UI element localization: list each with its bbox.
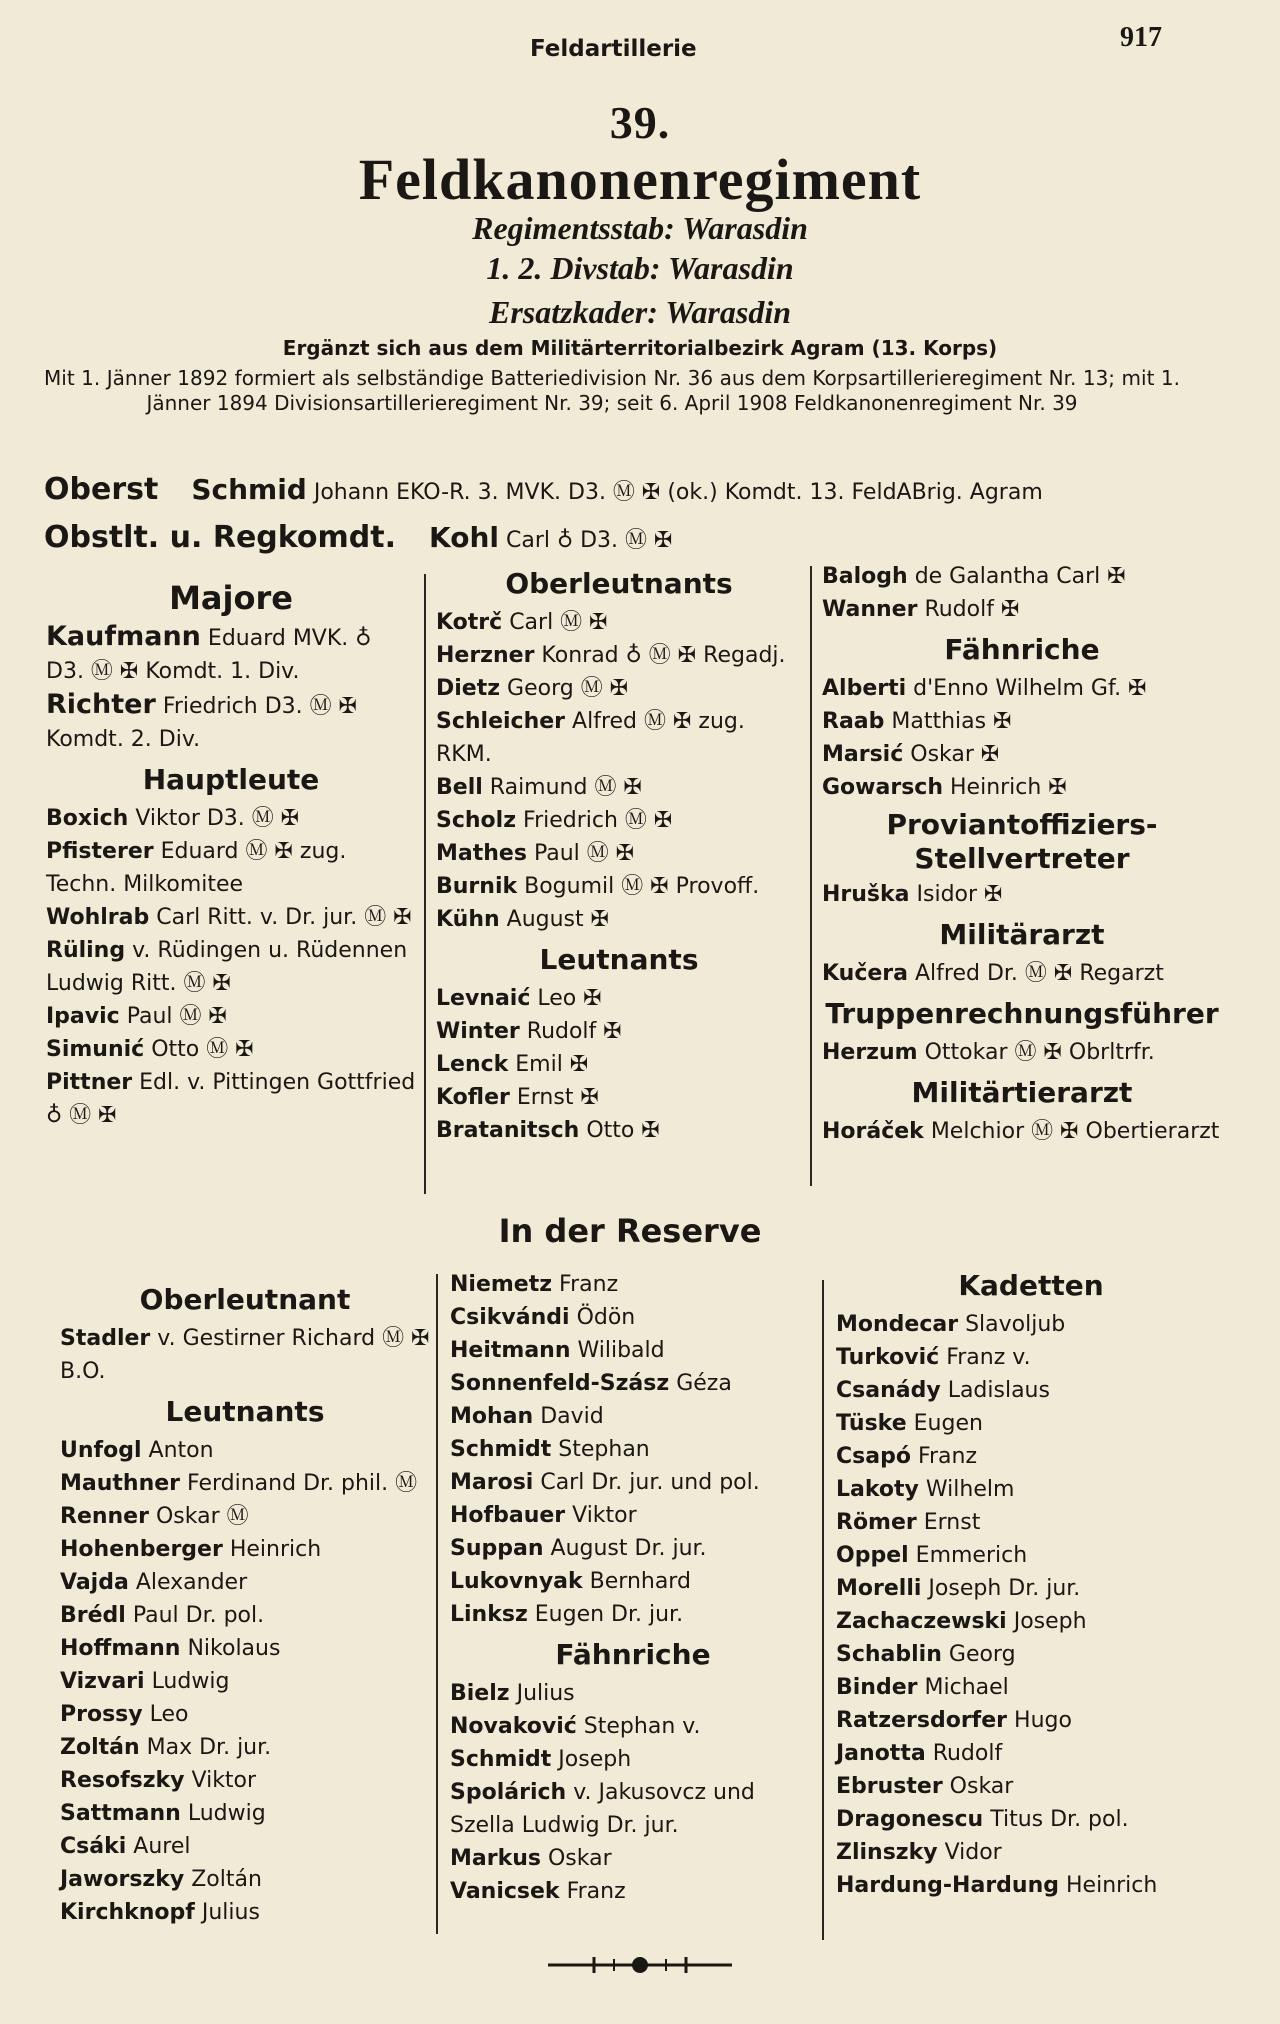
staff-line-2: 1. 2. Divstab: Warasdin	[486, 250, 794, 286]
list-item: Bell Raimund Ⓜ ✠	[436, 775, 642, 800]
faehnriche-heading: Fähnriche	[555, 1638, 711, 1671]
oberst-rank: Oberst	[44, 472, 159, 507]
list-item: Gowarsch Heinrich ✠	[822, 775, 1067, 800]
list-item: Spolárich v. Jakusovcz und Szella Ludwig Dr. jur.	[450, 1780, 755, 1838]
list-item: Marsić Oskar ✠	[822, 742, 1000, 767]
list-item: Schleicher Alfred Ⓜ ✠ zug. RKM.	[436, 709, 745, 767]
militaerarzt-heading: Militärarzt	[939, 918, 1105, 951]
list-item: Kofler Ernst ✠	[436, 1085, 599, 1110]
list-item: Ebruster Oskar	[836, 1774, 1014, 1799]
list-item: Heitmann Wilibald	[450, 1338, 665, 1363]
list-item: Vanicsek Franz	[450, 1879, 626, 1904]
running-title: Feldartillerie	[530, 36, 697, 62]
kadetten-heading: Kadetten	[958, 1269, 1104, 1302]
list-item: Csáki Aurel	[60, 1834, 191, 1859]
list-item: Vajda Alexander	[60, 1570, 248, 1595]
obstlt-line	[44, 520, 672, 555]
history-note: Mit 1. Jänner 1892 formiert als selbständige Batteriedivision Nr. 36 aus dem Korpsartillerieregiment Nr. 13; mit 1. Jänner 1894 Divisionsartillerieregiment Nr. 39; seit 6. April 1908 Feldkanonenregiment Nr. 39	[44, 366, 1180, 415]
list-item: Linksz Eugen Dr. jur.	[450, 1602, 684, 1627]
oberst-line	[44, 472, 1043, 507]
tierarzt-heading: Militärtierarzt	[911, 1076, 1133, 1109]
list-item: Balogh de Galantha Carl ✠	[822, 564, 1126, 589]
list-item: Mauthner Ferdinand Dr. phil. Ⓜ	[60, 1471, 418, 1496]
list-item: Kaufmann Eduard MVK. ♁ D3. Ⓜ ✠ Komdt. 1. Div.	[46, 621, 372, 684]
obstlt-name: Kohl	[429, 521, 499, 554]
list-item: Horáček Melchior Ⓜ ✠ Obertierarzt	[822, 1119, 1220, 1144]
list-item: Mondecar Slavoljub	[836, 1312, 1066, 1337]
list-item: Richter Friedrich D3. Ⓜ ✠ Komdt. 2. Div.	[46, 689, 358, 752]
list-item: Raab Matthias ✠	[822, 709, 1012, 734]
list-item: Sattmann Ludwig	[60, 1801, 266, 1826]
list-item: Winter Rudolf ✠	[436, 1019, 622, 1044]
obstlt-rank: Obstlt. u. Regkomdt.	[44, 520, 396, 555]
leutnants-heading: Leutnants	[165, 1395, 325, 1428]
list-item: Niemetz Franz	[450, 1272, 619, 1297]
column-divider	[436, 1274, 438, 1934]
list-item: Csapó Franz	[836, 1444, 978, 1469]
reserve-column-1	[60, 1276, 430, 1929]
list-item: Zoltán Max Dr. jur.	[60, 1735, 272, 1760]
reserve-column-2	[450, 1268, 816, 1908]
list-item: Novaković Stephan v.	[450, 1714, 701, 1739]
list-item: Pittner Edl. v. Pittingen Gottfried ♁ Ⓜ ✠	[46, 1070, 416, 1128]
reserve-heading: In der Reserve	[498, 1212, 762, 1250]
list-item: Boxich Viktor D3. Ⓜ ✠	[46, 806, 300, 831]
regiment-title: Feldkanonenregiment	[358, 147, 922, 212]
rechnungsfuehrer-heading: Truppenrechnungsführer	[825, 997, 1219, 1030]
list-item: Lukovnyak Bernhard	[450, 1569, 691, 1594]
oberst-name: Schmid	[191, 473, 307, 506]
majore-heading: Majore	[169, 579, 293, 617]
list-item: Alberti d'Enno Wilhelm Gf. ✠	[822, 676, 1147, 701]
page-number: 917	[1120, 22, 1162, 53]
list-item: Schmidt Stephan	[450, 1437, 650, 1462]
list-item: Kučera Alfred Dr. Ⓜ ✠ Regarzt	[822, 961, 1164, 986]
list-item: Resofszky Viktor	[60, 1768, 257, 1793]
staff-line-3: Ersatzkader: Warasdin	[489, 294, 791, 330]
column-divider	[424, 574, 426, 1194]
list-item: Hohenberger Heinrich	[60, 1537, 322, 1562]
recruitment-note: Ergänzt sich aus dem Militärterritorialbezirk Agram (13. Korps)	[282, 336, 998, 360]
list-item: Lenck Emil ✠	[436, 1052, 589, 1077]
list-item: Hofbauer Viktor	[450, 1503, 637, 1528]
list-item: Rüling v. Rüdingen u. Rüdennen Ludwig Ritt. Ⓜ ✠	[46, 938, 408, 996]
list-item: Mathes Paul Ⓜ ✠	[436, 841, 635, 866]
oberleutnants-heading: Oberleutnants	[505, 567, 733, 600]
list-item: Stadler v. Gestirner Richard Ⓜ ✠ B.O.	[60, 1326, 430, 1384]
active-column-1	[46, 574, 416, 1132]
hauptleute-heading: Hauptleute	[142, 763, 320, 796]
list-item: Levnaić Leo ✠	[436, 986, 602, 1011]
list-item: Römer Ernst	[836, 1510, 981, 1535]
list-item: Zachaczewski Joseph	[836, 1609, 1087, 1634]
faehnriche-heading: Fähnriche	[944, 633, 1100, 666]
list-item: Simunić Otto Ⓜ ✠	[46, 1037, 254, 1062]
list-item: Herzum Ottokar Ⓜ ✠ Obrltrfr.	[822, 1040, 1155, 1065]
list-item: Scholz Friedrich Ⓜ ✠	[436, 808, 673, 833]
list-item: Tüske Eugen	[836, 1411, 983, 1436]
list-item: Ipavic Paul Ⓜ ✠	[46, 1004, 227, 1029]
list-item: Suppan August Dr. jur.	[450, 1536, 707, 1561]
list-item: Binder Michael	[836, 1675, 1009, 1700]
regiment-number: 39.	[609, 97, 671, 148]
column-divider	[822, 1280, 824, 1940]
list-item: Jaworszky Zoltán	[60, 1867, 262, 1892]
list-item: Dietz Georg Ⓜ ✠	[436, 676, 629, 701]
list-item: Turković Franz v.	[836, 1345, 1031, 1370]
list-item: Pfisterer Eduard Ⓜ ✠ zug. Techn. Milkomitee	[46, 839, 347, 897]
list-item: Hruška Isidor ✠	[822, 882, 1003, 907]
list-item: Hoffmann Nikolaus	[60, 1636, 281, 1661]
reserve-column-3	[836, 1262, 1226, 1902]
list-item: Renner Oskar Ⓜ	[60, 1504, 249, 1529]
list-item: Ratzersdorfer Hugo	[836, 1708, 1072, 1733]
list-item: Herzner Konrad ♁ Ⓜ ✠ Regadj.	[436, 643, 786, 668]
list-item: Zlinszky Vidor	[836, 1840, 1002, 1865]
list-item: Markus Oskar	[450, 1846, 612, 1871]
list-item: Csikvándi Ödön	[450, 1305, 636, 1330]
list-item: Oppel Emmerich	[836, 1543, 1028, 1568]
active-column-2	[436, 560, 802, 1147]
list-item: Schablin Georg	[836, 1642, 1016, 1667]
list-item: Sonnenfeld-Szász Géza	[450, 1371, 732, 1396]
active-column-3	[822, 560, 1222, 1148]
list-item: Dragonescu Titus Dr. pol.	[836, 1807, 1129, 1832]
list-item: Lakoty Wilhelm	[836, 1477, 1015, 1502]
list-item: Schmidt Joseph	[450, 1747, 632, 1772]
list-item: Kirchknopf Julius	[60, 1900, 260, 1925]
list-item: Hardung-Hardung Heinrich	[836, 1873, 1158, 1898]
list-item: Bratanitsch Otto ✠	[436, 1118, 660, 1143]
list-item: Brédl Paul Dr. pol.	[60, 1603, 265, 1628]
list-item: Marosi Carl Dr. jur. und pol.	[450, 1470, 760, 1495]
oberst-details: Johann EKO-R. 3. MVK. D3. Ⓜ ✠ (ok.) Komdt. 13. FeldABrig. Agram	[313, 480, 1043, 505]
list-item: Wanner Rudolf ✠	[822, 597, 1020, 622]
list-item: Wohlrab Carl Ritt. v. Dr. jur. Ⓜ ✠	[46, 905, 412, 930]
leutnants-heading: Leutnants	[539, 943, 699, 976]
oberleutnant-heading: Oberleutnant	[139, 1283, 351, 1316]
list-item: Morelli Joseph Dr. jur.	[836, 1576, 1081, 1601]
staff-line-1: Regimentsstab: Warasdin	[472, 210, 808, 246]
list-item: Csanády Ladislaus	[836, 1378, 1050, 1403]
ornament-icon	[544, 1950, 736, 1980]
list-item: Burnik Bogumil Ⓜ ✠ Provoff.	[436, 874, 760, 899]
list-item: Mohan David	[450, 1404, 604, 1429]
list-item: Kotrč Carl Ⓜ ✠	[436, 610, 608, 635]
obstlt-details: Carl ♁ D3. Ⓜ ✠	[505, 528, 673, 553]
list-item: Prossy Leo	[60, 1702, 189, 1727]
column-divider	[810, 566, 812, 1186]
list-item: Bielz Julius	[450, 1681, 575, 1706]
list-item: Janotta Rudolf	[836, 1741, 1003, 1766]
list-item: Unfogl Anton	[60, 1438, 214, 1463]
list-item: Vizvari Ludwig	[60, 1669, 230, 1694]
list-item: Kühn August ✠	[436, 907, 610, 932]
proviant-heading: Proviantoffiziers-Stellvertreter	[886, 808, 1158, 875]
